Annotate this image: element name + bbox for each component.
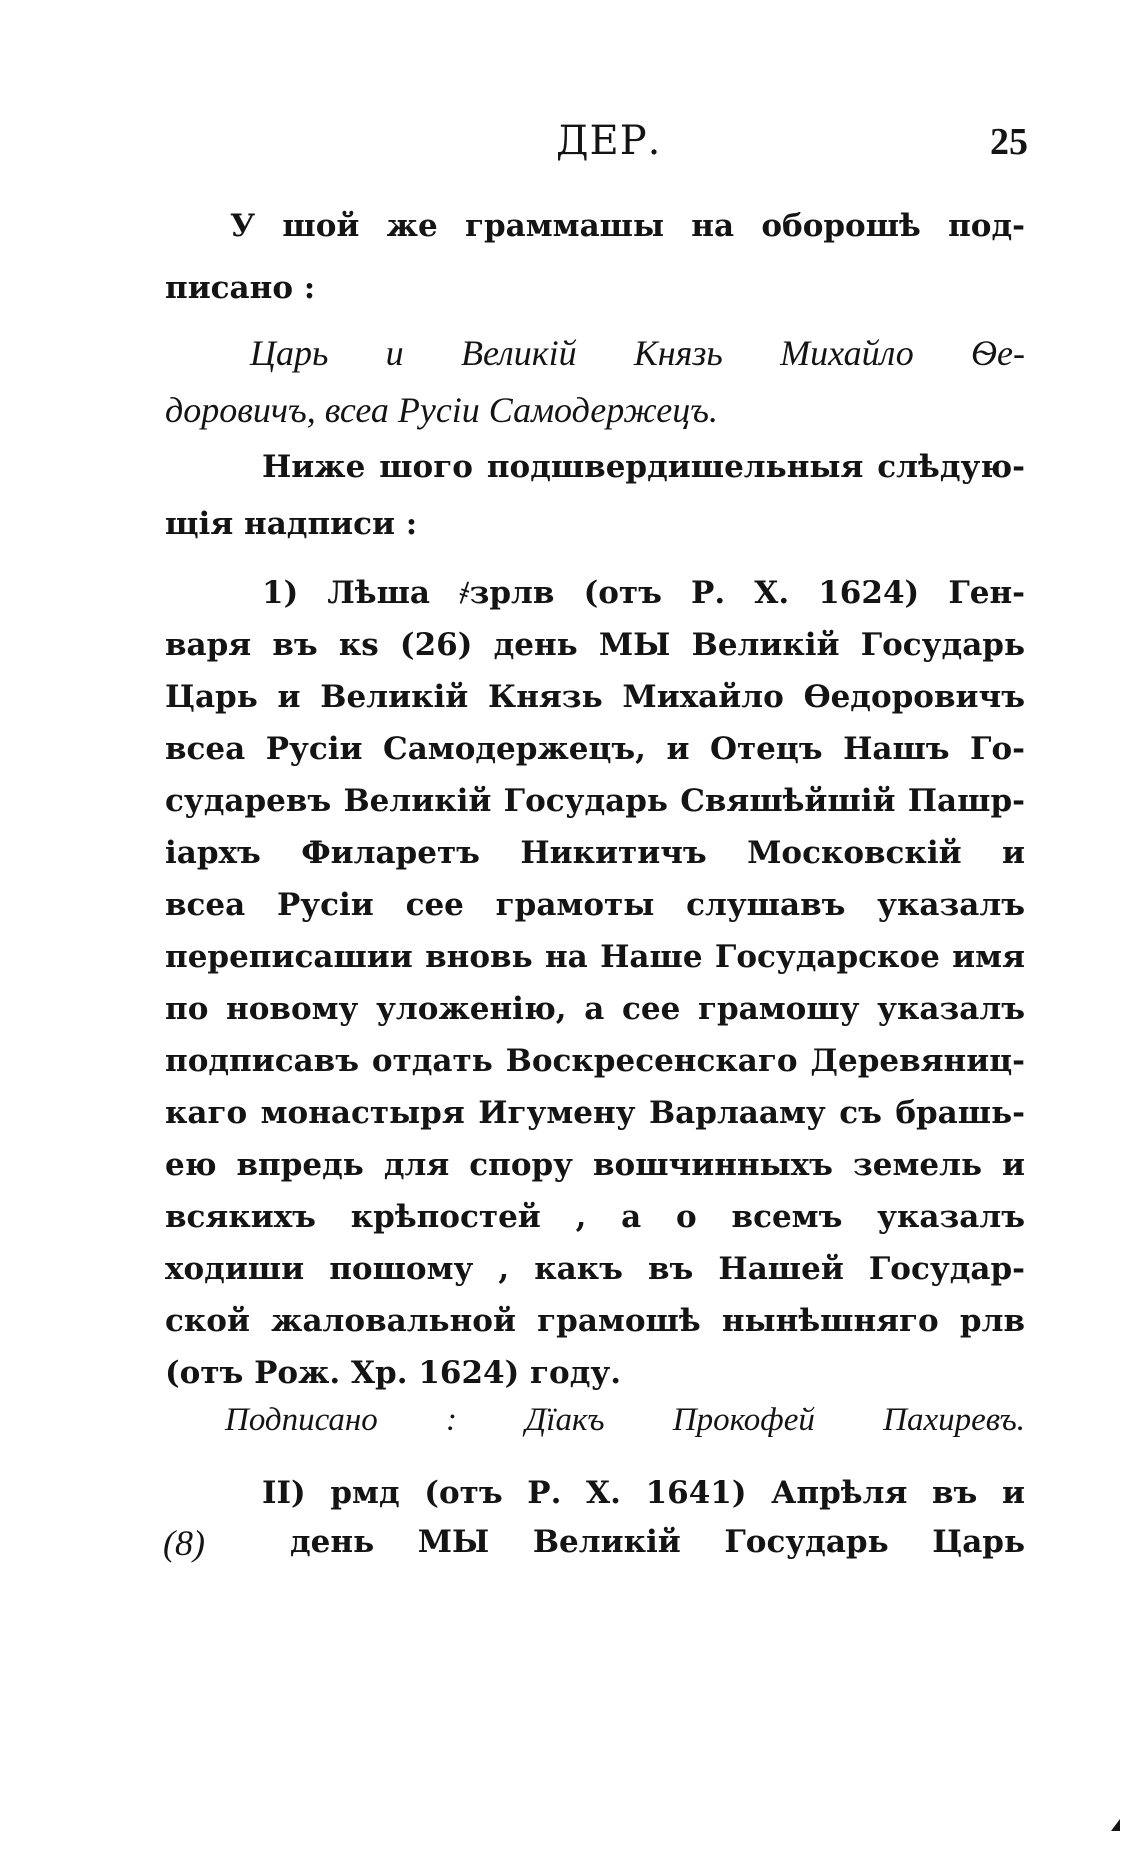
text-line: II) рмд (отъ Р. Х. 1641) Апрѣля въ и bbox=[262, 1475, 1025, 1511]
text-line: 1) Лѣша ҂зрлв (отъ Р. Х. 1624) Ген- bbox=[262, 575, 1025, 611]
running-head: ДЕР. bbox=[556, 118, 662, 164]
signature-label: Подписано : bbox=[225, 1402, 458, 1438]
text-line: іархъ Филаретъ Никитичъ Московскій и bbox=[165, 835, 1025, 871]
text-line: ею впредь для спору вошчинныхъ земель и bbox=[165, 1147, 1025, 1183]
text-line-italic: доровичъ, всеа Русіи Самодержецъ. bbox=[165, 390, 718, 430]
signature-name: Дїакъ Прокофей Пахиревъ. bbox=[525, 1402, 1026, 1438]
text-line: ходиши пошому , какъ въ Нашей Государ- bbox=[165, 1251, 1025, 1287]
text-line: сударевъ Великій Государь Свяшѣйшій Пашр- bbox=[165, 783, 1025, 819]
text-line: У шой же граммашы на оборошѣ под- bbox=[230, 208, 1025, 244]
text-line: всеа Русіи сее грамоты слушавъ указалъ bbox=[165, 887, 1025, 923]
page-number: 25 bbox=[990, 121, 1028, 163]
text-line: всеа Русіи Самодержецъ, и Отецъ Нашъ Го- bbox=[165, 731, 1025, 767]
catchword-line: день МЫ Великій Государь Царь bbox=[290, 1524, 1025, 1560]
text-line: каго монастыря Игумену Варлааму съ брашь- bbox=[165, 1095, 1025, 1131]
text-line: переписашии вновь на Наше Государское имя bbox=[165, 939, 1025, 975]
text-line: Ниже шого подшвердишельныя слѣдую- bbox=[262, 449, 1025, 485]
corner-speck bbox=[1111, 1819, 1120, 1831]
text-line: всякихъ крѣпостей , а о всемъ указалъ bbox=[165, 1199, 1025, 1235]
text-line: (отъ Рож. Хр. 1624) году. bbox=[165, 1355, 622, 1391]
text-line: ской жаловальной грамошѣ нынѣшняго рлв bbox=[165, 1303, 1025, 1339]
text-line-italic: Царь и Великій Князь Михайло Ѳе- bbox=[250, 333, 1025, 373]
text-line: щія надписи : bbox=[165, 506, 418, 542]
text-line: подписавъ отдать Воскресенскаго Деревяниц- bbox=[165, 1043, 1025, 1079]
signature-mark: (8) bbox=[163, 1523, 205, 1563]
signature-line bbox=[225, 1398, 1025, 1442]
text-line: по новому уложенію, а сее грамошу указалъ bbox=[165, 991, 1025, 1027]
text-line: Царь и Великій Князь Михайло Ѳедоровичъ bbox=[165, 679, 1025, 715]
text-line: писано : bbox=[165, 270, 316, 306]
text-line: варя въ кѕ (26) день МЫ Великій Государь bbox=[165, 627, 1025, 663]
